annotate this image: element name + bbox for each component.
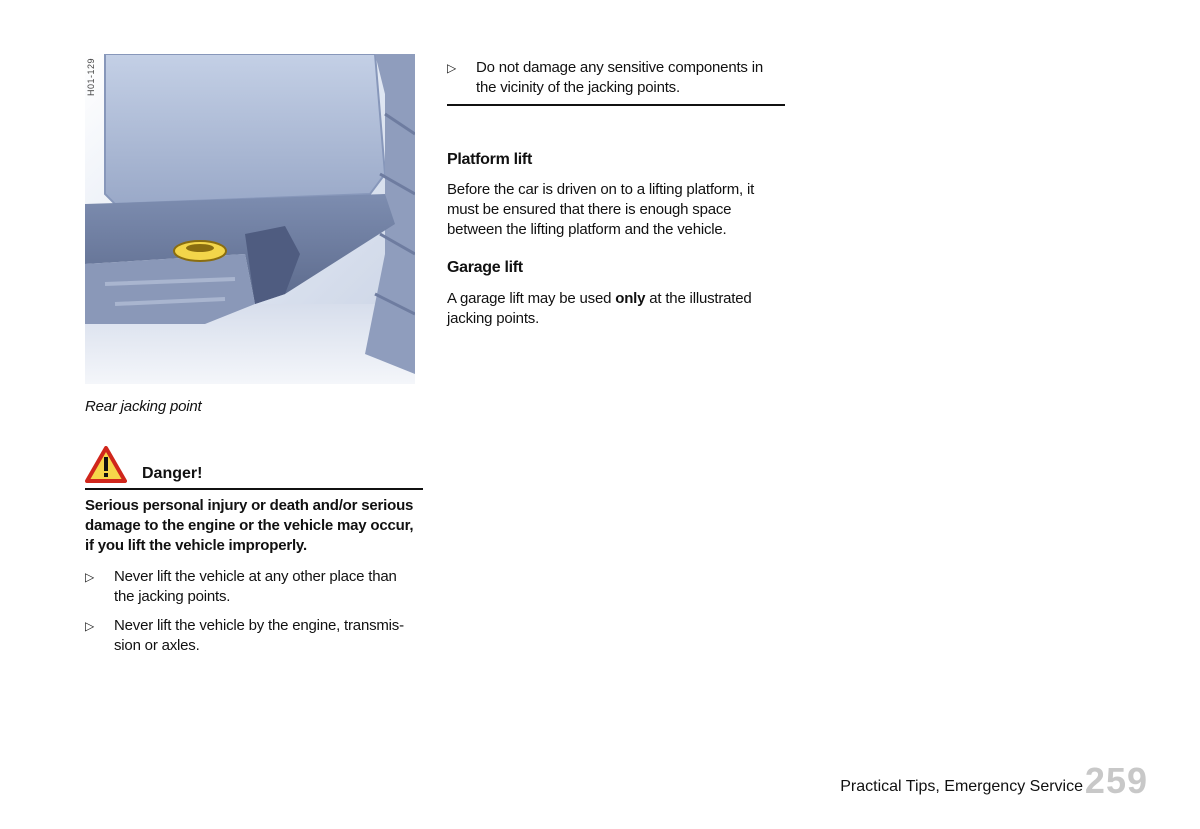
triangle-bullet-icon: ▷ (85, 570, 95, 584)
danger-title: Danger! (142, 465, 203, 482)
danger-bullet-text: Never lift the vehicle by the engine, transmis-sion or axles. (114, 617, 404, 654)
danger-bullet (85, 567, 415, 607)
figure-caption: Rear jacking point (85, 398, 202, 415)
danger-bullet-text: Do not damage any sensitive components in the vicinity of the jacking points. (476, 59, 763, 96)
triangle-bullet-icon: ▷ (447, 61, 457, 75)
jacking-point-illustration (85, 54, 415, 384)
platform-lift-heading: Platform lift (447, 151, 532, 168)
danger-bullet-text: Never lift the vehicle at any other place than the jacking points. (114, 568, 397, 605)
danger-bullet (85, 616, 415, 656)
warning-triangle-icon (85, 446, 127, 484)
triangle-bullet-icon: ▷ (85, 619, 95, 633)
danger-bullet-continued (447, 58, 777, 98)
garage-lift-text-start: A garage lift may be used (447, 290, 616, 307)
platform-lift-text: Before the car is driven on to a lifting platform, it must be ensured that there is enough space between the lifting platform and the vehicle. (447, 181, 755, 238)
section-title: Practical Tips, Emergency Service (840, 778, 1083, 795)
page-number: 259 (1084, 760, 1148, 801)
garage-lift-heading: Garage lift (447, 259, 523, 276)
danger-end-divider (447, 104, 785, 106)
danger-body: Serious personal injury or death and/or serious damage to the engine or the vehicle may occur, if you lift the vehicle improperly. (85, 497, 414, 554)
garage-lift-text (447, 289, 767, 329)
figure-code: H01-129 (86, 58, 96, 97)
garage-lift-emphasis: only (615, 290, 646, 307)
danger-divider (85, 488, 423, 490)
garage-lift-text-end: at the illustrated jacking points. (447, 290, 752, 327)
